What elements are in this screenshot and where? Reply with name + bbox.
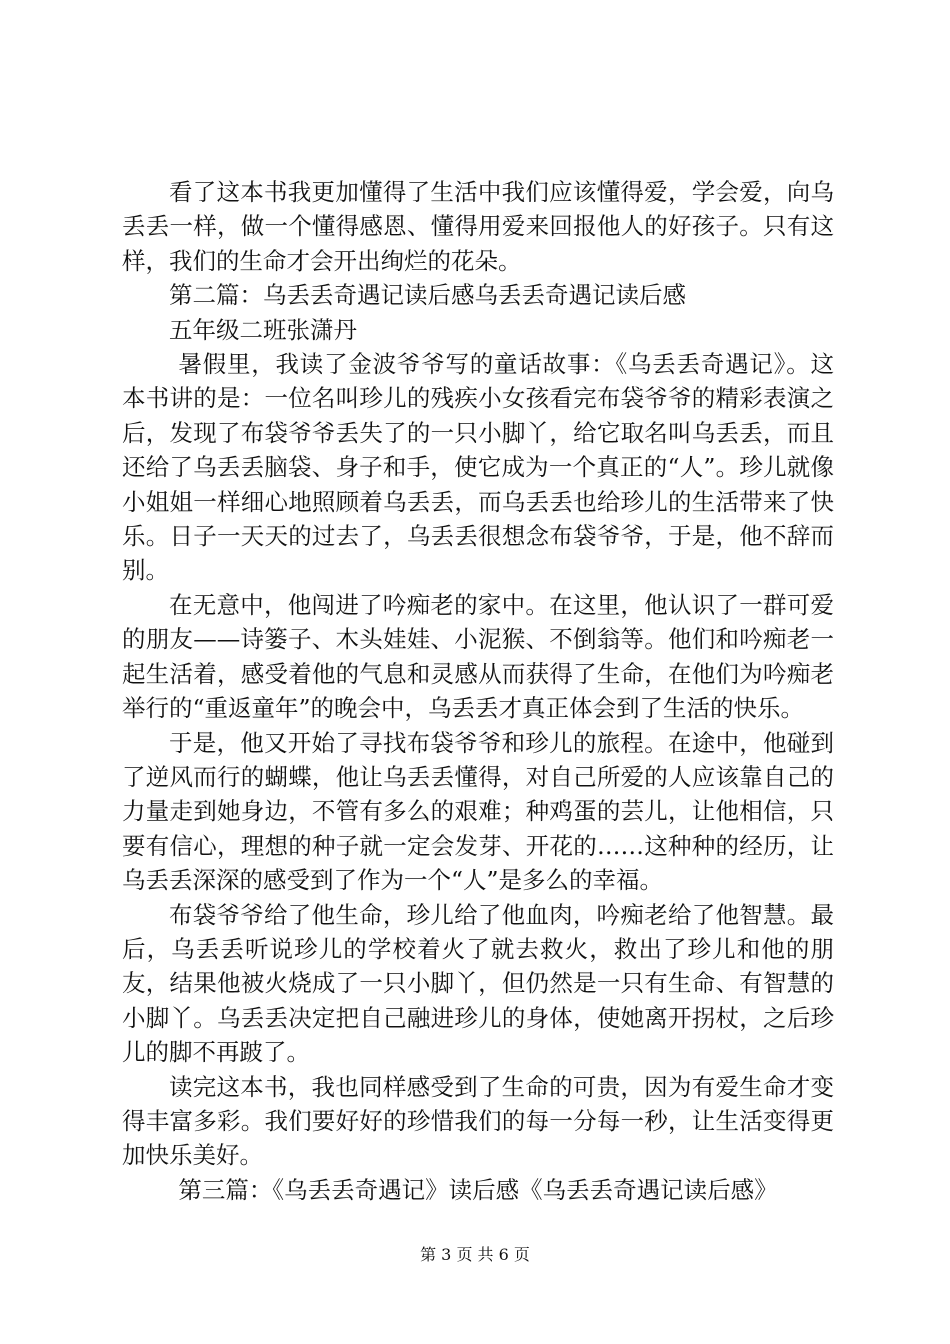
paragraph-fire-rescue: 布袋爷爷给了他生命，珍儿给了他血肉，吟痴老给了他智慧。最后，乌丢丢听说珍儿的学校着火了就去救火，救出了珍儿和他的朋友，结果他被火烧成了一只小脚丫，但仍然是一只有生命、有智慧的小脚丫。乌丢丢决定把自己融进珍儿的身体，使她离开拐杖，之后珍儿的脚不再跛了。 [122,900,834,1067]
document-body [122,175,834,1207]
paragraph-conclusion-essay-1: 看了这本书我更加懂得了生活中我们应该懂得爱，学会爱，向乌丢丢一样，做一个懂得感恩、懂得用爱来回报他人的好孩子。只有这样，我们的生命才会开出绚烂的花朵。 [122,178,834,275]
paragraph-yinchilao-home: 在无意中，他闯进了吟痴老的家中。在这里，他认识了一群可爱的朋友——诗篓子、木头娃娃、小泥猴、不倒翁等。他们和吟痴老一起生活着，感受着他的气息和灵感从而获得了生命，在他们为吟痴老举行的“重返童年”的晚会中，乌丢丢才真正体会到了生活的快乐。 [122,590,834,723]
author-line: 五年级二班张潇丹 [169,315,357,344]
paragraph-reflection: 读完这本书，我也同样感受到了生命的可贵，因为有爱生命才变得丰富多彩。我们要好好的珍惜我们的每一分每一秒，让生活变得更加快乐美好。 [122,1072,834,1170]
paragraph-summer-reading: 暑假里，我读了金波爷爷写的童话故事：《乌丢丢奇遇记》。这本书讲的是：一位名叫珍儿的残疾小女孩看完布袋爷爷的精彩表演之后，发现了布袋爷爷丢失了的一只小脚丫，给它取名叫乌丢丢，而且还给了乌丢丢脑袋、身子和手，使它成为一个真正的“人”。珍儿就像小姐姐一样细心地照顾着乌丢丢，而乌丢丢也给珍儿的生活带来了快乐。日子一天天的过去了，乌丢丢很想念布袋爷爷，于是，他不辞而别。 [122,350,834,585]
paragraph-journey: 于是，他又开始了寻找布袋爷爷和珍儿的旅程。在途中，他碰到了逆风而行的蝴蝶，他让乌丢丢懂得，对自己所爱的人应该靠自己的力量走到她身边，不管有多么的艰难；种鸡蛋的芸儿，让他相信，只要有信心，理想的种子就一定会发芽、开花的……这种种的经历，让乌丢丢深深的感受到了作为一个“人”是多么的幸福。 [122,728,834,895]
page-number-footer: 第 3 页 共 6 页 [420,1245,530,1264]
section-heading-essay-2: 第二篇：乌丢丢奇遇记读后感乌丢丢奇遇记读后感 [169,281,686,310]
section-heading-essay-3: 第三篇：《乌丢丢奇遇记》读后感《乌丢丢奇遇记读后感》 [178,1175,778,1204]
